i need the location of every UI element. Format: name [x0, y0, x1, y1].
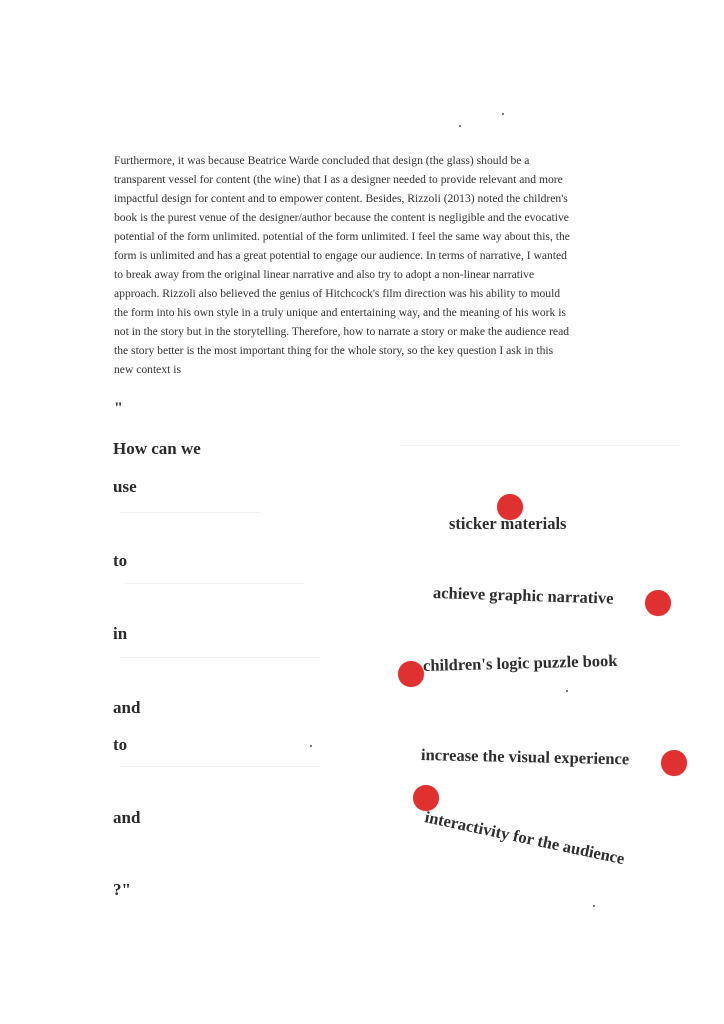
paragraph-line: the story better is the most important thing for the whole story, so the key question I ask in this: [114, 344, 554, 357]
red-dot-sticker: [645, 590, 671, 616]
paragraph-line: potential of the form unlimited. potential of the form unlimited. I feel the same way about this, the: [114, 230, 570, 243]
sticker-label-puzzle-book: children's logic puzzle book: [422, 650, 618, 675]
sticker-label-materials: sticker materials: [449, 514, 567, 533]
paragraph-line: new context is: [114, 363, 181, 376]
sticker-edge: [400, 445, 680, 446]
paragraph-line: transparent vessel for content (the wine) that I as a designer needed to provide relevant and more: [114, 173, 563, 186]
open-quote: ": [114, 400, 123, 417]
paragraph-line: not in the story but in the storytelling. Therefore, how to narrate a story or make the audience read: [114, 325, 570, 338]
paragraph-line: approach. Rizzoli also believed the genius of Hitchcock's film direction was his ability to mould: [114, 287, 561, 300]
paper-speck: [593, 905, 595, 907]
sticker-edge: [120, 657, 320, 658]
paper-speck: [502, 113, 504, 115]
red-dot-sticker: [398, 661, 424, 687]
question-in: in: [113, 624, 128, 643]
question-how-can-we: How can we: [113, 439, 201, 458]
paragraph-line: the form into his own style in a truly unique and entertaining way, and the meaning of his work is: [114, 306, 566, 319]
sticker-label-interactivity: interactivity for the audience: [423, 807, 627, 869]
sticker-edge: [120, 766, 320, 767]
question-to: to: [113, 735, 128, 754]
sticker-label-graphic-narrative: achieve graphic narrative: [432, 583, 614, 608]
question-and: and: [113, 808, 141, 827]
paragraph-line: Furthermore, it was because Beatrice Warde concluded that design (the glass) should be a: [114, 154, 530, 167]
sticker-edge: [120, 512, 260, 513]
sticker-edge: [125, 583, 305, 584]
paragraph-line: impactful design for content and to empower content. Besides, Rizzoli (2013) noted the children's: [114, 192, 568, 205]
sticker-label-visual-experience: increase the visual experience: [420, 745, 630, 769]
question-and: and: [113, 698, 141, 717]
red-dot-sticker: [661, 750, 687, 776]
paper-speck: [459, 125, 461, 127]
close-question: ?": [113, 880, 131, 899]
paper-speck: [566, 690, 568, 692]
paragraph-line: form is unlimited and has a great potential to engage our audience. In terms of narrative, I wanted: [114, 249, 567, 262]
question-use: use: [113, 477, 137, 496]
question-to: to: [113, 551, 128, 570]
paragraph-line: book is the purest venue of the designer/author because the content is negligible and the evocative: [114, 211, 569, 224]
paragraph-line: to break away from the original linear narrative and also try to adopt a non-linear narrative: [114, 268, 535, 281]
paper-speck: [310, 745, 312, 747]
body-paragraph: [114, 151, 634, 379]
